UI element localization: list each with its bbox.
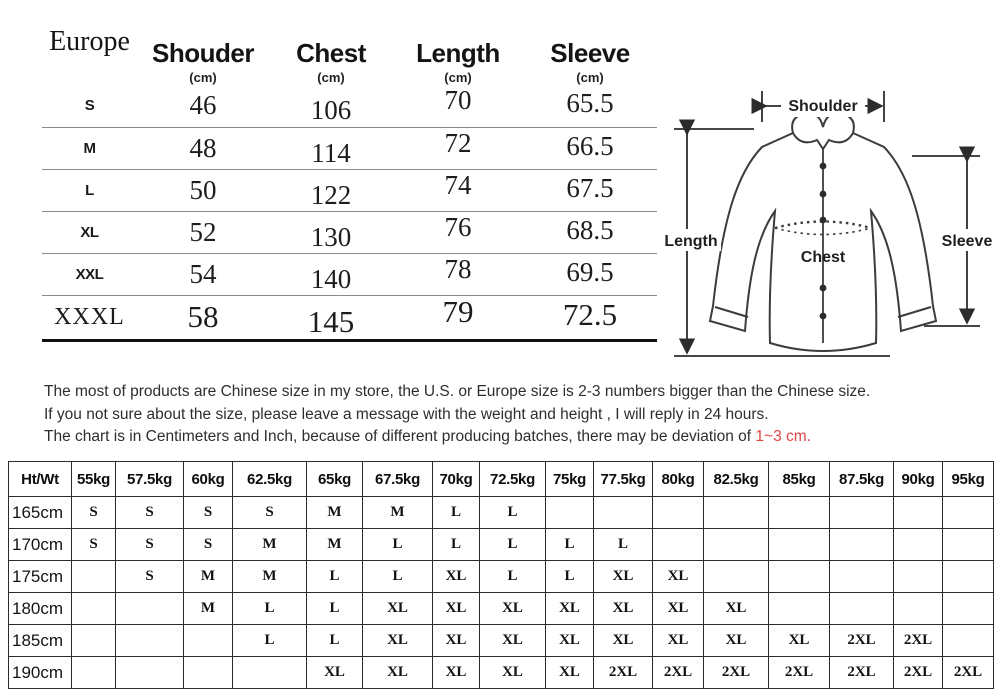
size-value: 52 — [189, 216, 217, 247]
fit-cell: L — [433, 529, 480, 561]
fit-cell: L — [307, 593, 363, 625]
fit-cell: XL — [704, 625, 769, 657]
fit-cell: XL — [594, 561, 653, 593]
fit-cell: XL — [653, 625, 704, 657]
size-row — [42, 127, 657, 169]
fit-cell: XL — [433, 561, 480, 593]
fit-cell: XL — [653, 561, 704, 593]
fit-cell — [894, 497, 943, 529]
size-label: XL — [80, 223, 99, 241]
fit-cell: XL — [594, 593, 653, 625]
height-label: 185cm — [9, 625, 72, 657]
fit-cell: 2XL — [830, 625, 894, 657]
fit-cell: L — [233, 593, 307, 625]
size-value: 74 — [444, 169, 472, 200]
shoulder-label: Shoulder — [788, 98, 858, 115]
size-value: 145 — [307, 304, 355, 339]
size-value: 72 — [444, 127, 472, 158]
fit-cell — [894, 529, 943, 561]
fit-cell: XL — [546, 593, 594, 625]
fit-cell: 2XL — [704, 657, 769, 689]
fit-cell: XL — [433, 593, 480, 625]
height-label: 180cm — [9, 593, 72, 625]
weight-header: 80kg — [653, 462, 704, 497]
size-row — [42, 253, 657, 295]
fit-cell: XL — [546, 625, 594, 657]
column-unit: (cm) — [576, 70, 604, 85]
fit-cell — [769, 529, 830, 561]
fit-cell: 2XL — [943, 657, 994, 689]
fit-cell: 2XL — [830, 657, 894, 689]
fit-cell: XL — [704, 593, 769, 625]
fit-cell: L — [307, 625, 363, 657]
fit-cell: XL — [594, 625, 653, 657]
fit-cell: M — [233, 529, 307, 561]
fit-cell — [653, 497, 704, 529]
sleeve-label: Sleeve — [941, 233, 993, 250]
fit-cell: L — [480, 497, 546, 529]
size-label: L — [85, 181, 94, 199]
chest-label: Chest — [800, 249, 846, 266]
fit-cell: 2XL — [894, 657, 943, 689]
weight-header: 72.5kg — [480, 462, 546, 497]
size-value: 76 — [444, 211, 472, 242]
shirt-diagram-svg — [662, 76, 996, 384]
column-header-shoulder — [137, 26, 269, 85]
fit-cell — [943, 593, 994, 625]
fit-cell: XL — [480, 657, 546, 689]
fit-cell — [769, 497, 830, 529]
size-value: 46 — [189, 90, 217, 121]
fit-cell — [830, 529, 894, 561]
fit-cell: XL — [433, 657, 480, 689]
size-value: 78 — [444, 253, 472, 284]
weight-header: 75kg — [546, 462, 594, 497]
column-label: Chest — [296, 38, 366, 68]
length-label: Length — [664, 233, 718, 250]
fit-cell — [594, 497, 653, 529]
weight-header: 85kg — [769, 462, 830, 497]
fit-cell: S — [116, 529, 184, 561]
fit-cell — [704, 497, 769, 529]
size-label: S — [84, 97, 95, 115]
fit-cell — [72, 593, 116, 625]
note-deviation-highlight: 1~3 cm. — [755, 428, 811, 445]
weight-header: 57.5kg — [116, 462, 184, 497]
column-unit: (cm) — [189, 70, 217, 85]
fit-cell — [184, 657, 233, 689]
note-line-1: The most of products are Chinese size in my store, the U.S. or Europe size is 2-3 numbers bigger than the Chinese size. — [44, 383, 871, 400]
fit-cell — [943, 497, 994, 529]
column-header-chest — [269, 26, 393, 85]
weight-header: 55kg — [72, 462, 116, 497]
fit-cell — [830, 593, 894, 625]
size-value: 65.5 — [566, 88, 614, 119]
weight-header: 67.5kg — [363, 462, 433, 497]
weight-header: 87.5kg — [830, 462, 894, 497]
fit-cell: S — [72, 497, 116, 529]
size-row — [42, 85, 657, 127]
weight-header: 62.5kg — [233, 462, 307, 497]
column-header-length — [393, 26, 523, 85]
size-value: 69.5 — [566, 256, 614, 287]
column-label: Sleeve — [550, 38, 630, 68]
fit-cell — [943, 529, 994, 561]
weight-header: 82.5kg — [704, 462, 769, 497]
fit-cell: S — [233, 497, 307, 529]
fit-cell — [894, 593, 943, 625]
fit-cell — [72, 625, 116, 657]
fit-cell: XL — [480, 625, 546, 657]
fit-row — [9, 497, 994, 529]
fit-row — [9, 657, 994, 689]
shirt-measurement-diagram — [662, 76, 996, 384]
size-label: M — [83, 139, 96, 157]
weight-header: 90kg — [894, 462, 943, 497]
height-label: 190cm — [9, 657, 72, 689]
fit-cell: 2XL — [894, 625, 943, 657]
fit-cell: XL — [653, 593, 704, 625]
fit-cell — [116, 625, 184, 657]
fit-cell: L — [594, 529, 653, 561]
fit-cell: M — [307, 497, 363, 529]
weight-header: 60kg — [184, 462, 233, 497]
note-line-2: If you not sure about the size, please leave a message with the weight and height , I will reply in 24 hours. — [44, 405, 769, 423]
fit-cell: L — [233, 625, 307, 657]
size-value: 140 — [310, 263, 352, 294]
size-value: 122 — [310, 179, 352, 210]
size-value: 114 — [311, 137, 351, 168]
fit-cell: XL — [307, 657, 363, 689]
fit-cell: XL — [433, 625, 480, 657]
fit-cell: XL — [363, 657, 433, 689]
fit-cell: M — [184, 593, 233, 625]
fit-cell: 2XL — [594, 657, 653, 689]
fit-cell: L — [433, 497, 480, 529]
fit-cell: XL — [769, 625, 830, 657]
fit-corner-label: Ht/Wt — [9, 462, 72, 497]
fit-cell: L — [480, 561, 546, 593]
height-label: 170cm — [9, 529, 72, 561]
size-value: 79 — [442, 294, 474, 329]
column-label: Length — [416, 38, 500, 68]
note-line-3-text: The chart is in Centimeters and Inch, because of different producing batches, there may be deviation of — [44, 428, 756, 445]
fit-cell — [116, 593, 184, 625]
size-value: 68.5 — [566, 214, 614, 245]
column-header-sleeve — [523, 26, 657, 85]
fit-cell: 2XL — [653, 657, 704, 689]
fit-cell — [72, 561, 116, 593]
fit-cell — [830, 497, 894, 529]
fit-cell — [769, 561, 830, 593]
column-unit: (cm) — [317, 70, 345, 85]
fit-cell: L — [363, 529, 433, 561]
size-label: XXL — [75, 265, 104, 283]
fit-cell: L — [363, 561, 433, 593]
fit-cell: M — [363, 497, 433, 529]
region-label: Europe — [49, 26, 130, 57]
size-value: 72.5 — [562, 297, 618, 332]
fit-cell: XL — [480, 593, 546, 625]
note-line-3 — [44, 426, 974, 449]
fit-cell: M — [233, 561, 307, 593]
fit-row — [9, 593, 994, 625]
fit-cell — [72, 657, 116, 689]
size-value: 54 — [189, 258, 217, 289]
fit-cell: S — [184, 529, 233, 561]
fit-row — [9, 561, 994, 593]
size-value: 70 — [444, 85, 472, 116]
fit-cell — [894, 561, 943, 593]
fit-cell: S — [116, 497, 184, 529]
weight-header: 95kg — [943, 462, 994, 497]
fit-cell — [653, 529, 704, 561]
size-row — [42, 211, 657, 253]
fit-cell: S — [184, 497, 233, 529]
fit-cell: L — [546, 561, 594, 593]
size-value: 67.5 — [566, 172, 614, 203]
fit-row — [9, 625, 994, 657]
fit-cell: L — [480, 529, 546, 561]
fit-table-header-row — [9, 462, 994, 497]
fit-cell: L — [307, 561, 363, 593]
size-row — [42, 295, 657, 340]
fit-cell — [943, 561, 994, 593]
weight-header: 77.5kg — [594, 462, 653, 497]
size-label: XXXL — [54, 303, 125, 330]
sizing-notes — [44, 381, 974, 449]
fit-cell: S — [116, 561, 184, 593]
size-value: 58 — [187, 299, 219, 334]
fit-cell — [546, 497, 594, 529]
column-unit: (cm) — [444, 70, 472, 85]
fit-row — [9, 529, 994, 561]
fit-cell: XL — [546, 657, 594, 689]
fit-cell — [704, 561, 769, 593]
size-value: 50 — [189, 174, 217, 205]
weight-header: 65kg — [307, 462, 363, 497]
size-table-header-row — [42, 26, 657, 85]
fit-cell: M — [307, 529, 363, 561]
height-label: 165cm — [9, 497, 72, 529]
fit-cell: M — [184, 561, 233, 593]
column-label: Shouder — [152, 38, 254, 68]
height-weight-fit-table — [8, 461, 993, 689]
weight-header: 70kg — [433, 462, 480, 497]
size-row — [42, 169, 657, 211]
fit-cell: XL — [363, 593, 433, 625]
fit-cell — [769, 593, 830, 625]
size-value: 48 — [189, 132, 217, 163]
fit-cell — [943, 625, 994, 657]
size-value: 106 — [310, 95, 352, 126]
fit-cell: 2XL — [769, 657, 830, 689]
size-value: 66.5 — [566, 130, 614, 161]
height-label: 175cm — [9, 561, 72, 593]
fit-cell — [704, 529, 769, 561]
fit-cell: L — [546, 529, 594, 561]
size-measurement-table — [42, 26, 657, 342]
fit-cell: XL — [363, 625, 433, 657]
fit-cell — [184, 625, 233, 657]
fit-cell: S — [72, 529, 116, 561]
fit-cell — [233, 657, 307, 689]
fit-cell — [830, 561, 894, 593]
fit-cell — [116, 657, 184, 689]
size-value: 130 — [310, 221, 352, 252]
